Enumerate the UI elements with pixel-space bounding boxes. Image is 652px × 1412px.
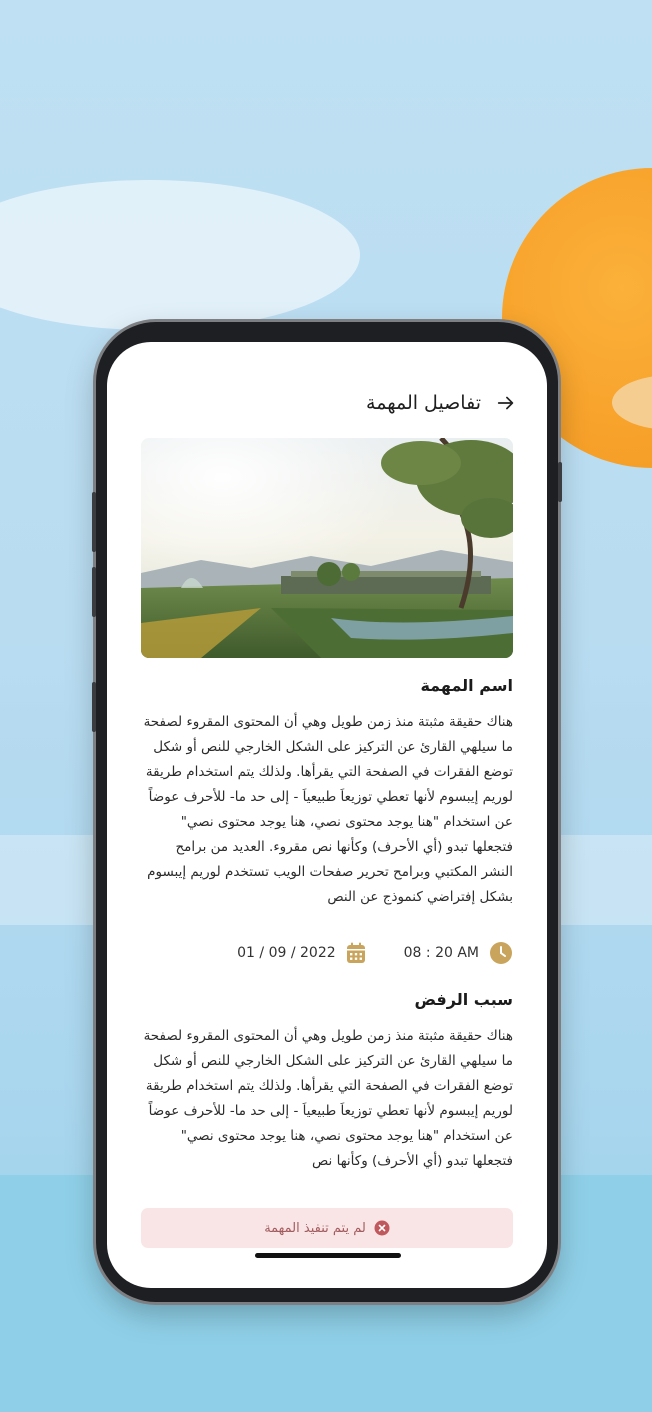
task-name-heading: اسم المهمة	[420, 676, 513, 695]
calendar-icon	[346, 942, 366, 964]
arrow-right-icon[interactable]	[495, 392, 517, 414]
background-cloud	[0, 180, 360, 330]
home-indicator[interactable]	[255, 1253, 401, 1258]
rejection-reason: هناك حقيقة مثبتة منذ زمن طويل وهي أن المحتوى المقروء لصفحة ما سيلهي القارئ عن التركيز على الشكل الخارجي للنص أو شكل توضع الفقرات في الصفحة التي يقرأها. ولذلك يتم استخدام طريقة لوريم إيبسوم لأنها تعطي توزيعاَ طبيعياَ - إلى حد ما- للأحرف عوضاً عن استخدام "هنا يوجد محتوى نصي، هنا يوجد محتوى نصي" فتجعلها تبدو (أي الأحرف) وكأنها نص	[143, 1028, 513, 1169]
app-screen	[107, 342, 547, 1288]
x-circle-icon	[374, 1220, 390, 1236]
phone-side-button	[92, 682, 96, 732]
task-meta	[141, 938, 513, 968]
clock-icon	[489, 941, 513, 965]
task-description: هناك حقيقة مثبتة منذ زمن طويل وهي أن المحتوى المقروء لصفحة ما سيلهي القارئ عن التركيز على الشكل الخارجي للنص أو شكل توضع الفقرات في الصفحة التي يقرأها. ولذلك يتم استخدام طريقة لوريم إيبسوم لأنها تعطي توزيعاَ طبيعياَ - إلى حد ما- للأحرف عوضاً عن استخدام "هنا يوجد محتوى نصي، هنا يوجد محتوى نصي" فتجعلها تبدو (أي الأحرف) وكأنها نص مقروء. العديد من برامح النشر المكتبي وبرامح تحرير صفحات الويب تستخدم لوريم إيبسوم بشكل إفتراضي كنموذج عن النص	[143, 714, 513, 905]
task-status-label: لم يتم تنفيذ المهمة	[264, 1220, 366, 1236]
rejection-heading: سبب الرفض	[414, 990, 513, 1009]
task-time-value: 08 : 20 AM	[403, 945, 479, 961]
task-image	[141, 438, 513, 658]
task-time	[404, 941, 513, 965]
phone-frame	[96, 322, 558, 1302]
page-title: تفاصيل المهمة	[366, 392, 481, 414]
page-header	[137, 386, 517, 420]
phone-side-button	[558, 462, 562, 502]
task-status-badge	[141, 1208, 513, 1248]
task-date	[237, 942, 366, 964]
phone-side-button	[92, 492, 96, 552]
phone-side-button	[92, 567, 96, 617]
task-date-value: 01 / 09 / 2022	[237, 945, 336, 961]
